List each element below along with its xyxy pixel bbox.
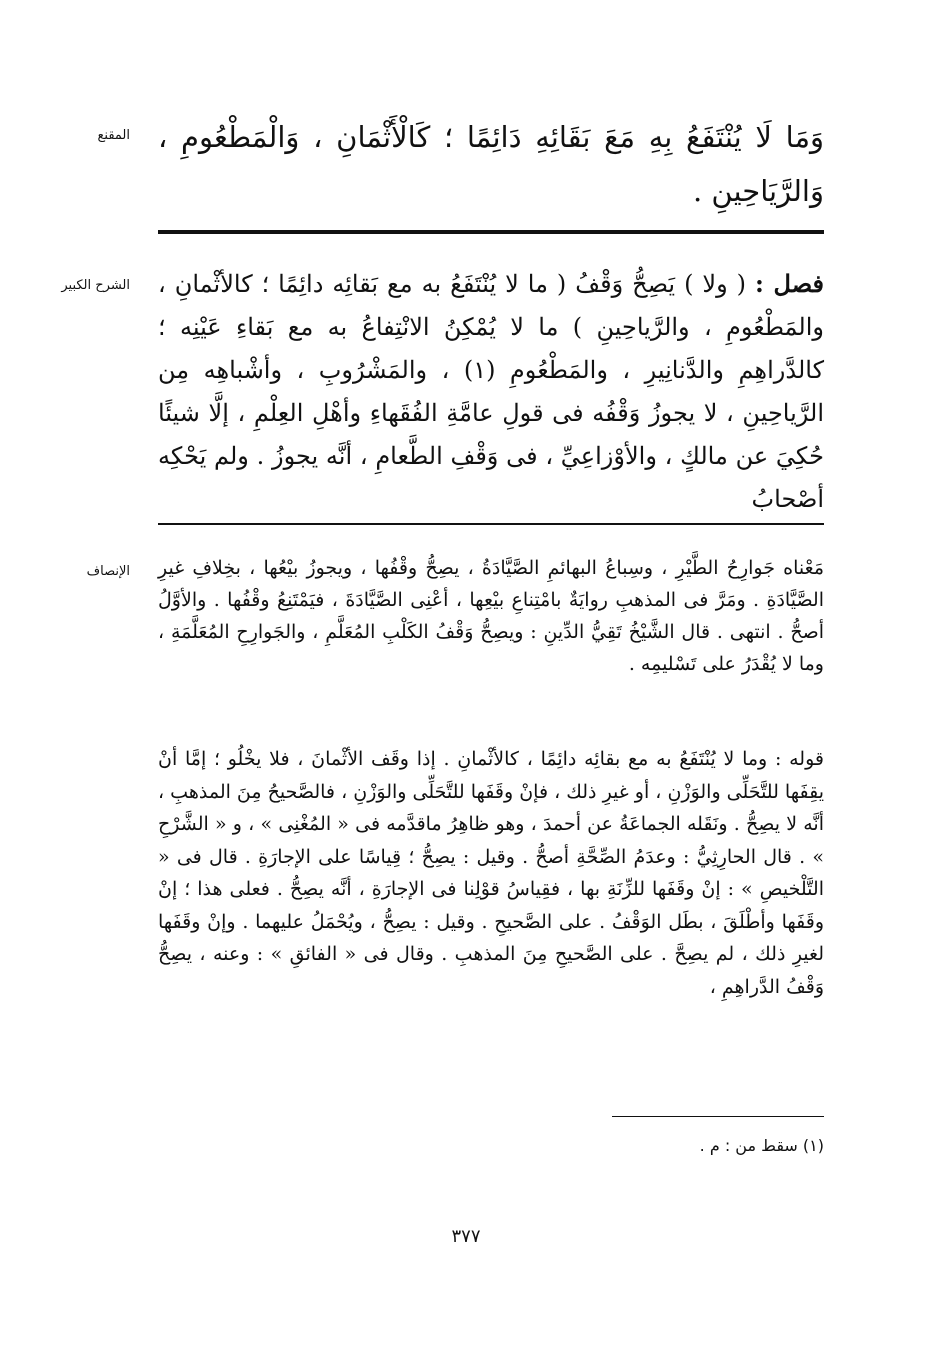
- muqni-text: وَمَا لَا يُنْتَفَعُ بِهِ مَعَ بَقَائِهِ دَائِمًا ؛ كَالْأَثْمَانِ ، وَالْمَطْعُومِ ، وَالرَّيَاحِينِ .: [158, 120, 824, 208]
- footnote: (١) سقط من : م .: [699, 1136, 824, 1155]
- section-label-sharh: الشرح الكبير: [61, 278, 130, 293]
- sharh-paragraph: [158, 262, 824, 521]
- section-divider-thin: [158, 523, 824, 525]
- sharh-text: ( ولا ) يَصِحُّ وَقْفُ ( ما لا يُنْتَفَعُ به مع بَقائِه دائِمًا ؛ كالأثْمانِ ، والمَطْعُومِ ، والرَّياحِينِ ) ما لا يُمْكِنُ الانْتِفاعُ به مع بَقاءِ عَيْنِه ؛ كالدَّراهِمِ والدَّنانِيرِ ، والمَطْعُومِ (١) ، والمَشْرُوبِ ، وأشْباهِه مِن الرَّياحِينِ ، لا يجوزُ وَقْفُه فى قولِ عامَّةِ الفُقَهاءِ وأهْلِ العِلْمِ ، إلَّا شيئًا حُكِيَ عن مالكٍ ، والأوْزاعِيِّ ، فى وَقْفِ الطَّعامِ ، أنَّه يجوزُ . ولم يَحْكِه أصْحابُ: [158, 270, 824, 513]
- footnote-divider: [612, 1116, 824, 1117]
- section-label-muqni: المقنع: [97, 128, 130, 143]
- section-divider-thick: [158, 230, 824, 234]
- insaf-paragraph-1: مَعْناه جَوارِحُ الطَّيْرِ ، وسِباعُ البهائمِ الصَّيَّادَةُ ، يصِحُّ وقْفُها ، ويجوزُ بيْعُها ، بخِلافِ غيرِ الصَّيَّادَةِ . ومَرَّ فى المذهبِ روايَةٌ بامْتِناعِ بيْعِها ، أعْنِى الصَّيَّادَةَ ، فيَمْتَنِعُ وقْفُها . والأوَّلُ أصحُّ . انتهى . قال الشَّيْخُ تَقِيُّ الدِّينِ : ويصِحُّ وَقْفُ الكَلْبِ المُعَلَّمِ ، والجَوارِحِ المُعَلَّمَةِ ، وما لا يُقْدَرُ على تَسْليمِه .: [158, 557, 824, 675]
- section-heading-fasl: فصل :: [754, 269, 824, 298]
- section-label-insaf: الإنصاف: [86, 564, 130, 579]
- page-number: ٣٧٧: [451, 1226, 481, 1247]
- insaf-paragraph-2: قوله : وما لا يُنْتَفَعُ به مع بقائِه دائِمًا ، كالأثْمانِ . إذا وقَف الأثْمانَ ، فلا يخْلُو ؛ إمَّا أنْ يقِفَها للتَّحَلِّى والوَزْنِ ، أو غيرِ ذلك ، فإنْ وقَفَها للتَّحَلِّى والوَزْنِ ، فالصَّحيحُ مِنَ المذهبِ ، أنَّه لا يصِحُّ . ونَقَله الجماعَةُ عن أحمدَ ، وهو ظاهِرُ ماقدَّمه فى « المُغْنِى » ، و « الشَّرْحِ » . قال الحارِثِيُّ : وعدَمُ الصِّحَّةِ أصحُّ . وقيل : يصِحُّ ؛ قِياسًا على الإجارَةِ . قال فى « التَّلْخيصِ » : إنْ وقَفَها للزِّنَةِ بها ، فقِياسُ قوْلِنا فى الإجارَةِ ، أنَّه يصِحُّ . فعلى هذا ؛ إنْ وقَفَها وأطْلَقَ ، بطَل الوَقْفُ . على الصَّحيحِ . وقيل : يصِحُّ ، ويُحْمَلُ عليهما . وإنْ وقَفَها لغيرِ ذلك ، لم يصِحَّ . على الصَّحيحِ مِنَ المذهبِ . وقال فى « الفائقِ » : وعنه ، يصِحُّ وَقْفُ الدَّراهِمِ ،: [158, 748, 824, 998]
